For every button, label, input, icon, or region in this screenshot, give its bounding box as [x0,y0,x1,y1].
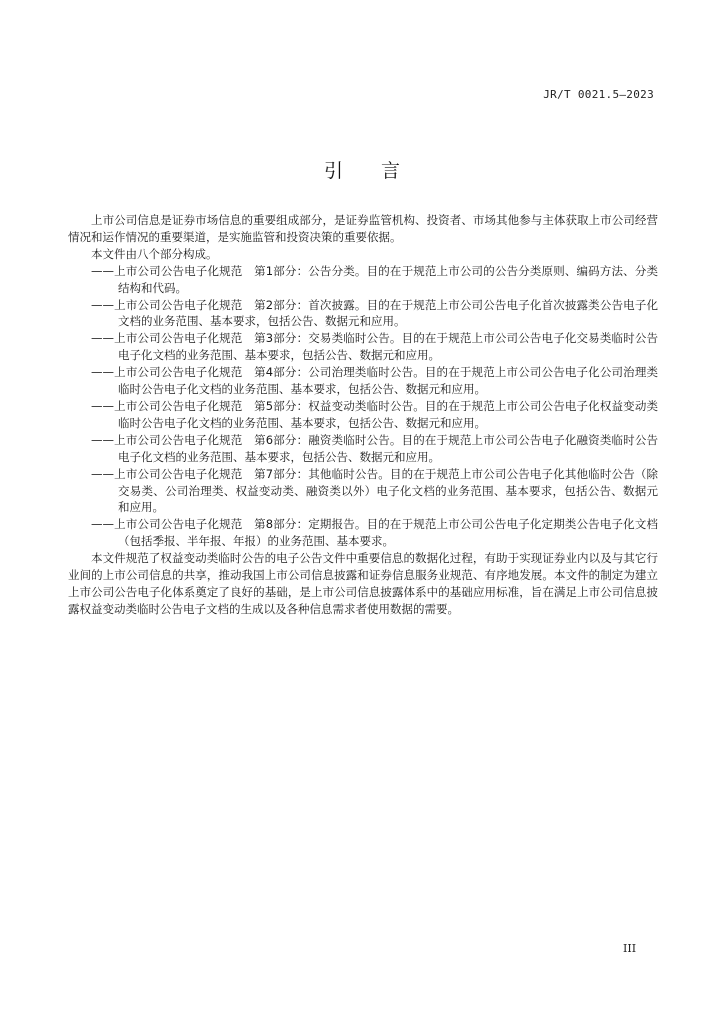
list-item-part-5: ——上市公司公告电子化规范 第5部分：权益变动类临时公告。目的在于规范上市公司公告电子化权益变动类临时公告电子化文档的业务范围、基本要求，包括公告、数据元和应用。 [91,398,658,430]
document-code: JR/T 0021.5—2023 [543,88,654,101]
list-item-part-2: ——上市公司公告电子化规范 第2部分：首次披露。目的在于规范上市公司公告电子化首次披露类公告电子化文档的业务范围、基本要求，包括公告、数据元和应用。 [91,297,658,329]
list-item-part-1: ——上市公司公告电子化规范 第1部分：公告分类。目的在于规范上市公司的公告分类原则、编码方法、分类结构和代码。 [91,263,658,295]
list-item-part-7: ——上市公司公告电子化规范 第7部分：其他临时公告。目的在于规范上市公司公告电子化其他临时公告（除交易类、公司治理类、权益变动类、融资类以外）电子化文档的业务范围、基本要求，包括公告、数据元和应用。 [91,466,658,515]
list-item-part-4: ——上市公司公告电子化规范 第4部分：公司治理类临时公告。目的在于规范上市公司公告电子化公司治理类临时公告电子化文档的业务范围、基本要求，包括公告、数据元和应用。 [91,365,658,397]
list-item-part-6: ——上市公司公告电子化规范 第6部分：融资类临时公告。目的在于规范上市公司公告电子化融资类临时公告电子化文档的业务范围、基本要求，包括公告、数据元和应用。 [91,432,658,464]
summary-paragraph: 本文件规范了权益变动类临时公告的电子公告文件中重要信息的数据化过程，有助于实现证券业内以及与其它行业间的上市公司信息的共享，推动我国上市公司信息披露和证券信息服务业规范、有序地发展。本文件的制定为建立上市公司公告电子化体系奠定了良好的基础，是上市公司信息披露体系中的基础应用标准，旨在满足上市公司信息披露权益变动类临时公告电子文档的生成以及各种信息需求者使用数据的需要。 [68,551,658,616]
page-title: 引言 [323,160,438,182]
list-item-part-8: ——上市公司公告电子化规范 第8部分：定期报告。目的在于规范上市公司公告电子化定期类公告电子化文档（包括季报、半年报、年报）的业务范围、基本要求。 [91,517,658,549]
composition-paragraph: 本文件由八个部分构成。 [91,246,218,261]
intro-paragraph: 上市公司信息是证券市场信息的重要组成部分，是证券监管机构、投资者、市场其他参与主体获取上市公司经营情况和运作情况的重要渠道，是实施监管和投资决策的重要依据。 [68,213,658,244]
page-number: III [623,942,637,955]
document-body [68,212,658,618]
list-item-part-3: ——上市公司公告电子化规范 第3部分：交易类临时公告。目的在于规范上市公司公告电子化交易类临时公告电子化文档的业务范围、基本要求，包括公告、数据元和应用。 [91,331,658,363]
